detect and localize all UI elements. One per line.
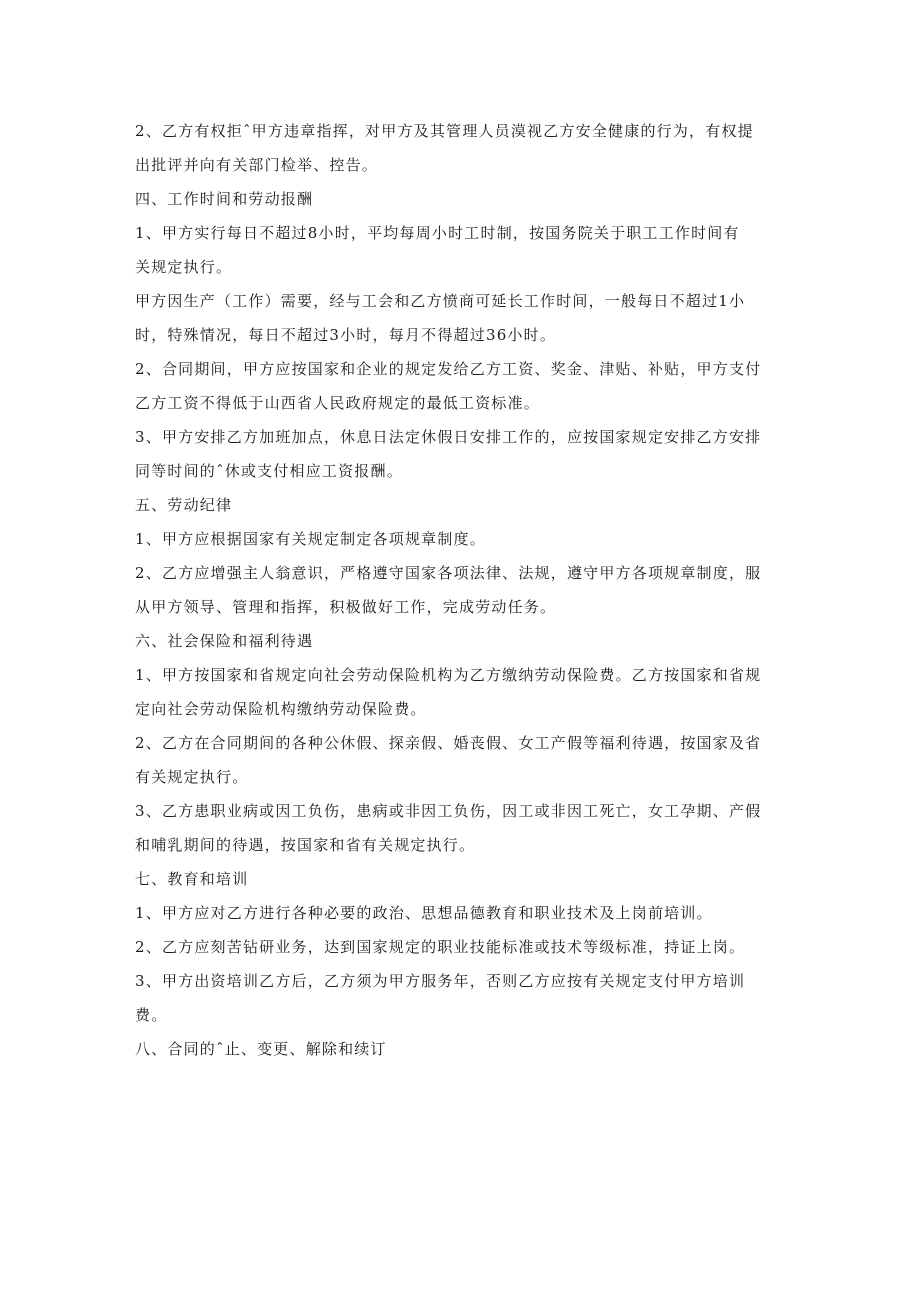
text-line: 2、乙方应刻苦钻研业务，达到国家规定的职业技能标准或技术等级标准，持证上岗。 <box>135 938 746 956</box>
text-line: 同等时间的ˆ休或支付相应工资报酬。 <box>135 462 403 480</box>
text-line: 2、乙方在合同期间的各种公休假、探亲假、婚丧假、女工产假等福利待遇，按国家及省 <box>135 734 762 752</box>
text-line: 时，特殊情况，每日不超过3小时，每月不得超过36小时。 <box>135 326 557 344</box>
text-line: 定向社会劳动保险机构缴纳劳动保险费。 <box>135 700 427 718</box>
text-line: 2、乙方应增强主人翁意识，严格遵守国家各项法律、法规，遵守甲方各项规章制度，服 <box>135 564 762 582</box>
text-line: 1、甲方应根据国家有关规定制定各项规章制度。 <box>135 530 486 548</box>
text-line: 甲方因生产（工作）需要，经与工会和乙方愤商可延长工作时间，一般每日不超过1小 <box>135 292 746 310</box>
text-line: 3、乙方患职业病或因工负伤，患病或非因工负伤，因工或非因工死亡，女工孕期、产假 <box>135 802 762 820</box>
text-line: 从甲方领导、管理和指挥，积极做好工作，完成劳动任务。 <box>135 598 557 616</box>
text-line: 3、甲方安排乙方加班加点，休息日法定休假日安排工作的，应按国家规定安排乙方安排 <box>135 428 762 446</box>
text-line: 1、甲方实行每日不超过8小时，平均每周小时工时制，按国务院关于职工工作时间有 <box>135 224 740 242</box>
section-heading: 八、合同的ˆ止、变更、解除和续订 <box>135 1040 387 1058</box>
text-line: 1、甲方应对乙方进行各种必要的政治、思想品德教育和职业技术及上岗前培训。 <box>135 904 713 922</box>
section-heading: 七、教育和培训 <box>135 870 249 888</box>
section-heading: 六、社会保险和福利待遇 <box>135 632 314 650</box>
text-line: 关规定执行。 <box>135 258 233 276</box>
text-line: 乙方工资不得低于山西省人民政府规定的最低工资标准。 <box>135 394 541 412</box>
text-line: 出批评并向有关部门检举、控告。 <box>135 156 379 174</box>
text-line: 和哺乳期间的待遇，按国家和省有关规定执行。 <box>135 836 476 854</box>
text-line: 有关规定执行。 <box>135 768 249 786</box>
text-line: 2、合同期间，甲方应按国家和企业的规定发给乙方工资、奖金、津贴、补贴，甲方支付 <box>135 360 762 378</box>
document-body <box>135 114 795 1066</box>
text-line: 1、甲方按国家和省规定向社会劳动保险机构为乙方缴纳劳动保险费。乙方按国家和省规 <box>135 666 762 684</box>
text-line: 2、乙方有权拒ˆ甲方违章指挥，对甲方及其管理人员漠视乙方安全健康的行为，有权提 <box>135 122 754 140</box>
text-line: 费。 <box>135 1006 168 1024</box>
section-heading: 四、工作时间和劳动报酬 <box>135 190 314 208</box>
section-heading: 五、劳动纪律 <box>135 496 233 514</box>
text-line: 3、甲方出资培训乙方后，乙方须为甲方服务年，否则乙方应按有关规定支付甲方培训 <box>135 972 746 990</box>
